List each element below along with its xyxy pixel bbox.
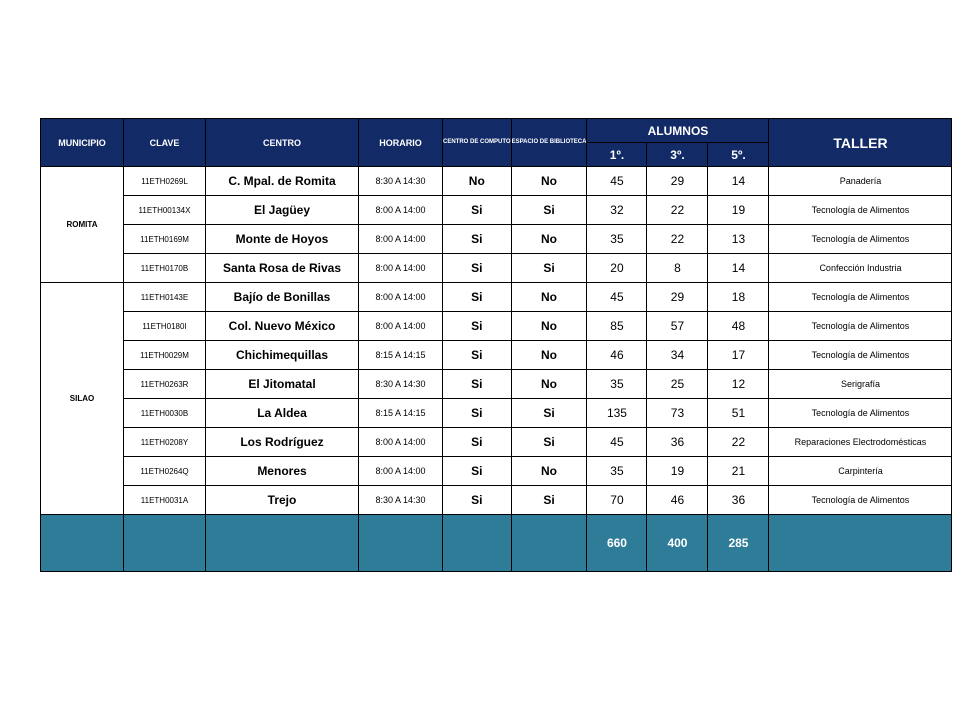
table-row bbox=[41, 167, 952, 196]
table-row bbox=[41, 457, 952, 486]
totals-empty-cell bbox=[206, 515, 359, 572]
biblioteca-cell: No bbox=[511, 457, 587, 486]
totals-empty-cell bbox=[124, 515, 206, 572]
grade-5-cell: 21 bbox=[708, 457, 769, 486]
grade-3-cell: 73 bbox=[647, 399, 708, 428]
table-row bbox=[41, 399, 952, 428]
biblioteca-cell: Si bbox=[511, 254, 587, 283]
grade-5-cell: 36 bbox=[708, 486, 769, 515]
computo-cell: Si bbox=[443, 370, 512, 399]
biblioteca-cell: No bbox=[511, 225, 587, 254]
grade-5-cell: 51 bbox=[708, 399, 769, 428]
computo-cell: No bbox=[443, 167, 512, 196]
table-body bbox=[41, 167, 952, 572]
centro-cell: C. Mpal. de Romita bbox=[206, 167, 359, 196]
grade-3-cell: 46 bbox=[647, 486, 708, 515]
grade-3-cell: 29 bbox=[647, 283, 708, 312]
grade-3-cell: 19 bbox=[647, 457, 708, 486]
biblioteca-cell: Si bbox=[511, 399, 587, 428]
grade-3-cell: 57 bbox=[647, 312, 708, 341]
header-horario: HORARIO bbox=[359, 119, 443, 167]
grade-1-cell: 45 bbox=[587, 283, 647, 312]
grade-1-cell: 70 bbox=[587, 486, 647, 515]
table-row bbox=[41, 312, 952, 341]
centro-cell: Trejo bbox=[206, 486, 359, 515]
municipio-cell: SILAO bbox=[41, 283, 124, 515]
header-grade-1: 1º. bbox=[587, 143, 647, 167]
totals-empty-cell bbox=[511, 515, 587, 572]
header-grade-3: 3º. bbox=[647, 143, 708, 167]
taller-cell: Tecnología de Alimentos bbox=[769, 341, 952, 370]
grade-5-cell: 13 bbox=[708, 225, 769, 254]
computo-cell: Si bbox=[443, 457, 512, 486]
horario-cell: 8:30 A 14:30 bbox=[359, 486, 443, 515]
clave-cell: 11ETH0264Q bbox=[124, 457, 206, 486]
taller-cell: Tecnología de Alimentos bbox=[769, 312, 952, 341]
table-row bbox=[41, 283, 952, 312]
table-row bbox=[41, 341, 952, 370]
computo-cell: Si bbox=[443, 196, 512, 225]
grade-5-cell: 19 bbox=[708, 196, 769, 225]
totals-row bbox=[41, 515, 952, 572]
header-municipio: MUNICIPIO bbox=[41, 119, 124, 167]
computo-cell: Si bbox=[443, 312, 512, 341]
grade-3-cell: 36 bbox=[647, 428, 708, 457]
table-row bbox=[41, 225, 952, 254]
total-grade-5: 285 bbox=[708, 515, 769, 572]
totals-empty-cell bbox=[443, 515, 512, 572]
horario-cell: 8:15 A 14:15 bbox=[359, 341, 443, 370]
table-row bbox=[41, 370, 952, 399]
grade-1-cell: 46 bbox=[587, 341, 647, 370]
table-row bbox=[41, 428, 952, 457]
clave-cell: 11ETH0029M bbox=[124, 341, 206, 370]
biblioteca-cell: Si bbox=[511, 486, 587, 515]
schools-table bbox=[40, 118, 952, 572]
centro-cell: El Jitomatal bbox=[206, 370, 359, 399]
total-grade-3: 400 bbox=[647, 515, 708, 572]
taller-cell: Tecnología de Alimentos bbox=[769, 486, 952, 515]
header-row bbox=[41, 119, 952, 143]
totals-empty-cell bbox=[359, 515, 443, 572]
computo-cell: Si bbox=[443, 428, 512, 457]
table-row bbox=[41, 486, 952, 515]
grade-1-cell: 35 bbox=[587, 457, 647, 486]
centro-cell: Menores bbox=[206, 457, 359, 486]
header-centro: CENTRO bbox=[206, 119, 359, 167]
municipio-cell: ROMITA bbox=[41, 167, 124, 283]
grade-1-cell: 35 bbox=[587, 370, 647, 399]
clave-cell: 11ETH0030B bbox=[124, 399, 206, 428]
grade-3-cell: 22 bbox=[647, 196, 708, 225]
clave-cell: 11ETH0180I bbox=[124, 312, 206, 341]
taller-cell: Carpintería bbox=[769, 457, 952, 486]
centro-cell: La Aldea bbox=[206, 399, 359, 428]
horario-cell: 8:00 A 14:00 bbox=[359, 457, 443, 486]
grade-3-cell: 25 bbox=[647, 370, 708, 399]
taller-cell: Tecnología de Alimentos bbox=[769, 399, 952, 428]
clave-cell: 11ETH00134X bbox=[124, 196, 206, 225]
horario-cell: 8:00 A 14:00 bbox=[359, 283, 443, 312]
computo-cell: Si bbox=[443, 254, 512, 283]
taller-cell: Tecnología de Alimentos bbox=[769, 196, 952, 225]
clave-cell: 11ETH0170B bbox=[124, 254, 206, 283]
centro-cell: Col. Nuevo México bbox=[206, 312, 359, 341]
horario-cell: 8:00 A 14:00 bbox=[359, 225, 443, 254]
grade-3-cell: 22 bbox=[647, 225, 708, 254]
biblioteca-cell: No bbox=[511, 283, 587, 312]
grade-3-cell: 8 bbox=[647, 254, 708, 283]
taller-cell: Tecnología de Alimentos bbox=[769, 283, 952, 312]
taller-cell: Serigrafía bbox=[769, 370, 952, 399]
taller-cell: Tecnología de Alimentos bbox=[769, 225, 952, 254]
header-espacio-biblioteca: ESPACIO DE BIBLIOTECA bbox=[511, 119, 587, 167]
clave-cell: 11ETH0263R bbox=[124, 370, 206, 399]
horario-cell: 8:15 A 14:15 bbox=[359, 399, 443, 428]
computo-cell: Si bbox=[443, 399, 512, 428]
computo-cell: Si bbox=[443, 486, 512, 515]
grade-5-cell: 14 bbox=[708, 167, 769, 196]
header-taller: TALLER bbox=[769, 119, 952, 167]
grade-1-cell: 32 bbox=[587, 196, 647, 225]
table-row bbox=[41, 196, 952, 225]
grade-3-cell: 34 bbox=[647, 341, 708, 370]
grade-1-cell: 35 bbox=[587, 225, 647, 254]
header-alumnos: ALUMNOS bbox=[587, 119, 769, 143]
computo-cell: Si bbox=[443, 283, 512, 312]
centro-cell: El Jagüey bbox=[206, 196, 359, 225]
horario-cell: 8:30 A 14:30 bbox=[359, 370, 443, 399]
header-clave: CLAVE bbox=[124, 119, 206, 167]
horario-cell: 8:00 A 14:00 bbox=[359, 196, 443, 225]
grade-5-cell: 12 bbox=[708, 370, 769, 399]
horario-cell: 8:30 A 14:30 bbox=[359, 167, 443, 196]
computo-cell: Si bbox=[443, 341, 512, 370]
centro-cell: Monte de Hoyos bbox=[206, 225, 359, 254]
centro-cell: Bajío de Bonillas bbox=[206, 283, 359, 312]
biblioteca-cell: No bbox=[511, 341, 587, 370]
horario-cell: 8:00 A 14:00 bbox=[359, 428, 443, 457]
biblioteca-cell: Si bbox=[511, 196, 587, 225]
totals-empty-cell bbox=[41, 515, 124, 572]
clave-cell: 11ETH0143E bbox=[124, 283, 206, 312]
grade-5-cell: 14 bbox=[708, 254, 769, 283]
clave-cell: 11ETH0031A bbox=[124, 486, 206, 515]
taller-cell: Confección Industria bbox=[769, 254, 952, 283]
grade-1-cell: 45 bbox=[587, 167, 647, 196]
header-grade-5: 5º. bbox=[708, 143, 769, 167]
grade-5-cell: 17 bbox=[708, 341, 769, 370]
computo-cell: Si bbox=[443, 225, 512, 254]
grade-1-cell: 45 bbox=[587, 428, 647, 457]
clave-cell: 11ETH0208Y bbox=[124, 428, 206, 457]
grade-1-cell: 20 bbox=[587, 254, 647, 283]
grade-5-cell: 18 bbox=[708, 283, 769, 312]
grade-1-cell: 135 bbox=[587, 399, 647, 428]
clave-cell: 11ETH0269L bbox=[124, 167, 206, 196]
header-centro-computo: CENTRO DE COMPUTO bbox=[443, 119, 512, 167]
biblioteca-cell: No bbox=[511, 370, 587, 399]
total-grade-1: 660 bbox=[587, 515, 647, 572]
clave-cell: 11ETH0169M bbox=[124, 225, 206, 254]
centro-cell: Los Rodríguez bbox=[206, 428, 359, 457]
grade-3-cell: 29 bbox=[647, 167, 708, 196]
taller-cell: Reparaciones Electrodomésticas bbox=[769, 428, 952, 457]
biblioteca-cell: No bbox=[511, 167, 587, 196]
table-row bbox=[41, 254, 952, 283]
grade-1-cell: 85 bbox=[587, 312, 647, 341]
totals-empty-cell bbox=[769, 515, 952, 572]
biblioteca-cell: No bbox=[511, 312, 587, 341]
biblioteca-cell: Si bbox=[511, 428, 587, 457]
centro-cell: Chichimequillas bbox=[206, 341, 359, 370]
taller-cell: Panadería bbox=[769, 167, 952, 196]
horario-cell: 8:00 A 14:00 bbox=[359, 254, 443, 283]
grade-5-cell: 22 bbox=[708, 428, 769, 457]
horario-cell: 8:00 A 14:00 bbox=[359, 312, 443, 341]
centro-cell: Santa Rosa de Rivas bbox=[206, 254, 359, 283]
grade-5-cell: 48 bbox=[708, 312, 769, 341]
